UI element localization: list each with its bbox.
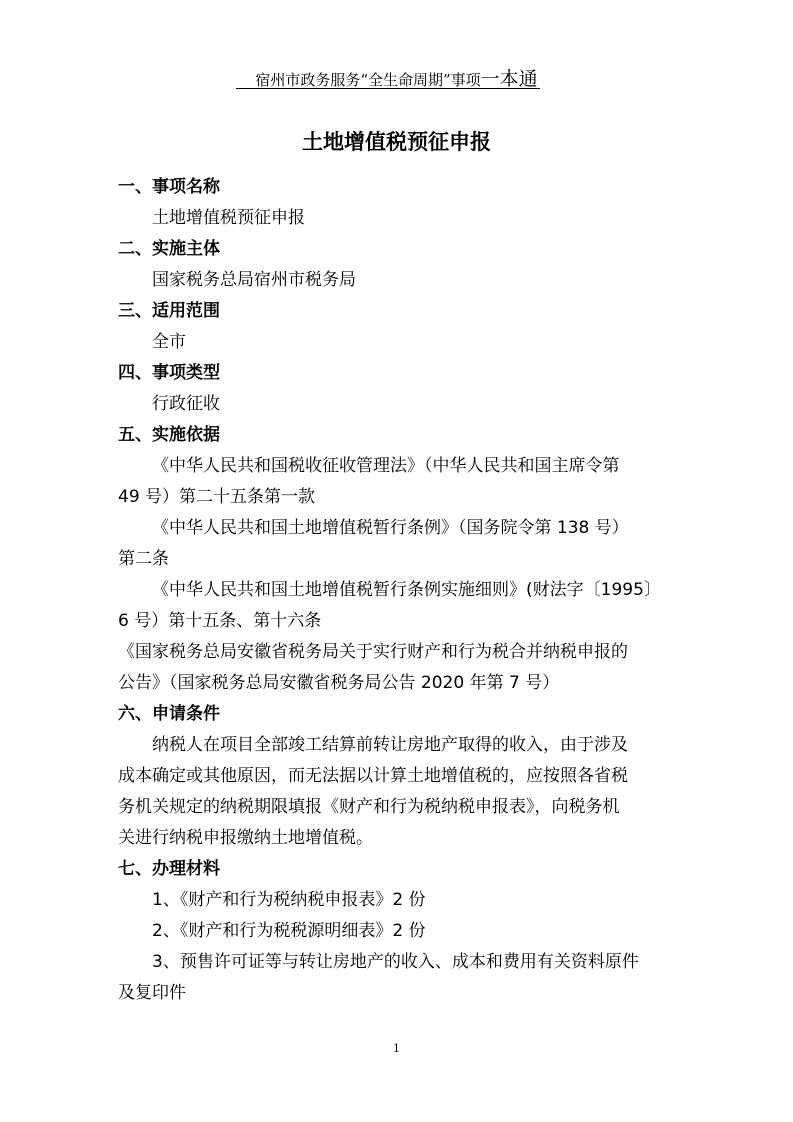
page-number: 1 xyxy=(393,1042,400,1055)
header-prefix: 宿州市政务服务“全生命周期”事项 xyxy=(255,71,481,89)
conditions-line-4: 关进行纳税申报缴纳土地增值税。 xyxy=(118,828,373,848)
section-heading-item-type: 四、事项类型 xyxy=(118,363,220,383)
legal-basis-1-line-2: 49 号）第二十五条第一款 xyxy=(118,487,316,507)
document-body xyxy=(118,172,678,1009)
material-item-2: 2、《财产和行为税税源明细表》2 份 xyxy=(152,921,426,941)
legal-basis-3-line-1: 《中华人民共和国土地增值税暂行条例实施细则》(财法字〔1995〕 xyxy=(152,580,661,600)
item-name-text: 土地增值税预征申报 xyxy=(152,208,305,228)
section-heading-materials: 七、办理材料 xyxy=(118,859,220,879)
document-title: 土地增值税预征申报 xyxy=(302,130,491,154)
legal-basis-1-line-1: 《中华人民共和国税收征收管理法》（中华人民共和国主席令第 xyxy=(152,456,620,476)
legal-basis-2-line-2: 第二条 xyxy=(118,549,169,569)
section-heading-implementing-body: 二、实施主体 xyxy=(118,239,220,259)
section-heading-item-name: 一、事项名称 xyxy=(118,177,220,197)
section-heading-conditions: 六、申请条件 xyxy=(118,704,220,724)
legal-basis-4-line-2: 公告》（国家税务总局安徽省税务局公告 2020 年第 7 号） xyxy=(118,673,560,693)
scope-text: 全市 xyxy=(152,332,186,352)
conditions-line-3: 务机关规定的纳税期限填报《财产和行为税纳税申报表》，向税务机 xyxy=(118,797,620,817)
conditions-line-1: 纳税人在项目全部竣工结算前转让房地产取得的收入，由于涉及 xyxy=(152,735,628,755)
legal-basis-3-line-2: 6 号）第十五条、第十六条 xyxy=(118,611,322,631)
legal-basis-4-line-1: 《国家税务总局安徽省税务局关于实行财产和行为税合并纳税申报的 xyxy=(118,642,628,662)
implementing-body-text: 国家税务总局宿州市税务局 xyxy=(152,270,356,290)
conditions-line-2: 成本确定或其他原因，而无法据以计算土地增值税的，应按照各省税 xyxy=(118,766,628,786)
header-suffix: 一本通 xyxy=(480,68,538,90)
material-item-3-line-2: 及复印件 xyxy=(118,983,186,1003)
page-header xyxy=(0,64,793,91)
legal-basis-2-line-1: 《中华人民共和国土地增值税暂行条例》（国务院令第 138 号） xyxy=(152,518,629,538)
material-item-3-line-1: 3、预售许可证等与转让房地产的收入、成本和费用有关资料原件 xyxy=(152,952,639,972)
section-heading-legal-basis: 五、实施依据 xyxy=(118,425,220,445)
item-type-text: 行政征收 xyxy=(152,394,220,414)
section-heading-scope: 三、适用范围 xyxy=(118,301,220,321)
header-underline xyxy=(236,88,540,89)
material-item-1: 1、《财产和行为税纳税申报表》2 份 xyxy=(152,890,426,910)
